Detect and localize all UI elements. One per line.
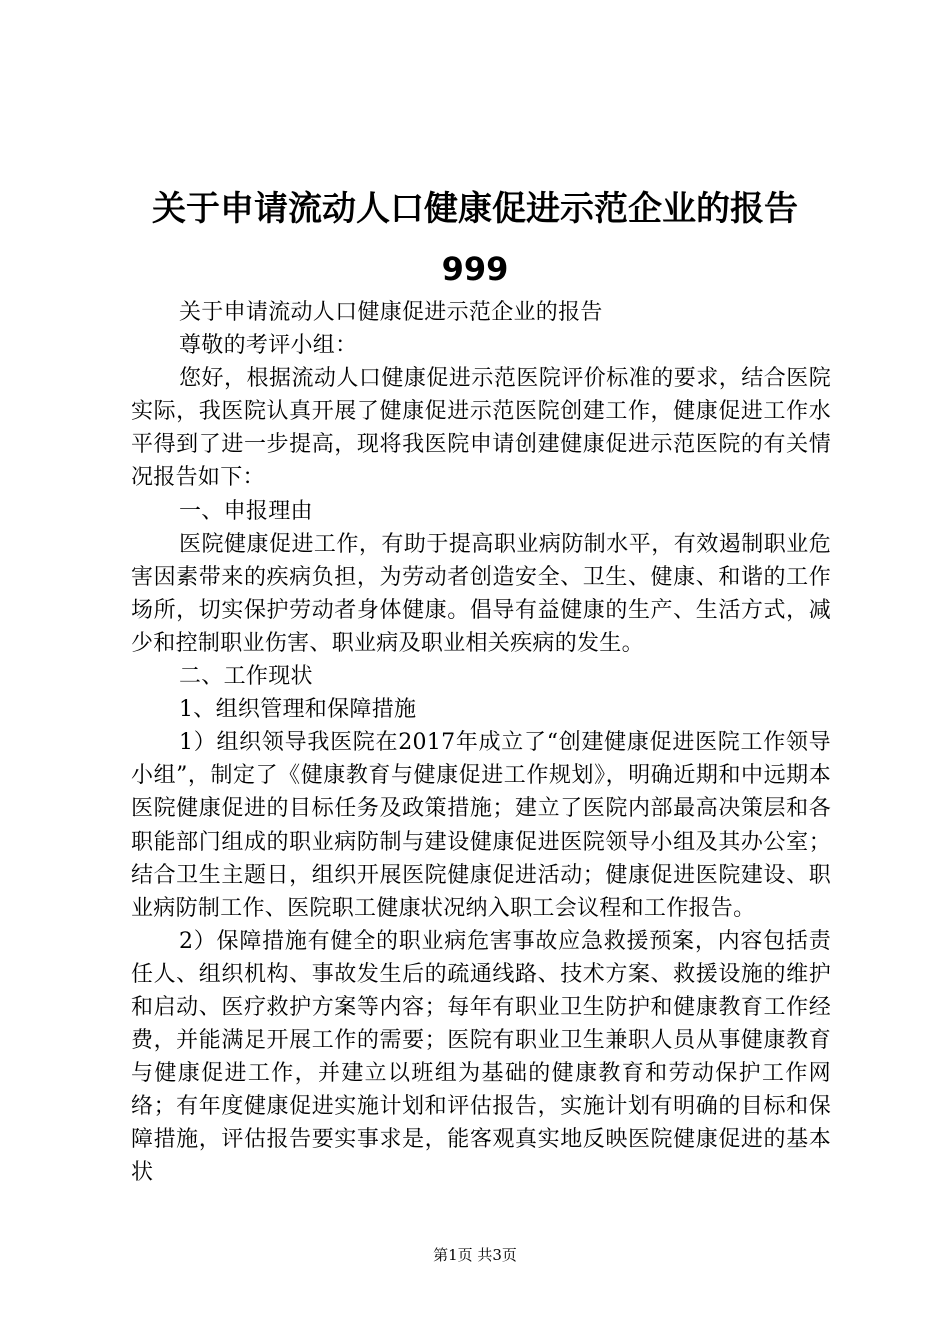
paragraph-safeguards: 2）保障措施有健全的职业病危害事故应急救援预案，内容包括责任人、组织机构、事故发生后的疏通线路、技术方案、救援设施的维护和启动、医疗救护方案等内容；每年有职业卫生防护和健康教育工作经费，并能满足开展工作的需要；医院有职业卫生兼职人员从事健康教育与健康促进工作，并建立以班组为基础的健康教育和劳动保护工作网络；有年度健康促进实施计划和评估报告，实施计划有明确的目标和保障措施，评估报告要实事求是，能客观真实地反映医院健康促进的基本状: [131, 928, 831, 1186]
document-body: [131, 296, 831, 1190]
paragraph-subject: 关于申请流动人口健康促进示范企业的报告: [179, 300, 603, 325]
section-heading-reason: 一、申报理由: [179, 498, 313, 524]
document-title-suffix: 999: [441, 250, 509, 288]
paragraph-reason: 医院健康促进工作，有助于提高职业病防制水平，有效遏制职业危害因素带来的疾病负担，为劳动者创造安全、卫生、健康、和谐的工作场所，切实保护劳动者身体健康。倡导有益健康的生产、生活方式，减少和控制职业伤害、职业病及职业相关疾病的发生。: [131, 531, 831, 656]
document-title: 关于申请流动人口健康促进示范企业的报告: [152, 189, 798, 229]
paragraph-organization: 1）组织领导我医院在2017年成立了“创建健康促进医院工作领导小组”，制定了《健康教育与健康促进工作规划》，明确近期和中远期本医院健康促进的目标任务及政策措施；建立了医院内部最高决策层和各职能部门组成的职业病防制与建设健康促进医院领导小组及其办公室；结合卫生主题日，组织开展医院健康促进活动；健康促进医院建设、职业病防制工作、医院职工健康状况纳入职工会议程和工作报告。: [131, 730, 831, 921]
subsection-heading-management: 1、组织管理和保障措施: [179, 697, 417, 723]
section-heading-status: 二、工作现状: [179, 664, 313, 690]
page-number-footer: 第1页 共3页: [433, 1246, 517, 1264]
paragraph-salutation: 尊敬的考评小组：: [179, 333, 358, 359]
paragraph-intro: 您好，根据流动人口健康促进示范医院评价标准的要求，结合医院实际，我医院认真开展了健康促进示范医院创建工作，健康促进工作水平得到了进一步提高，现将我医院申请创建健康促进示范医院的有关情况报告如下：: [131, 366, 831, 491]
